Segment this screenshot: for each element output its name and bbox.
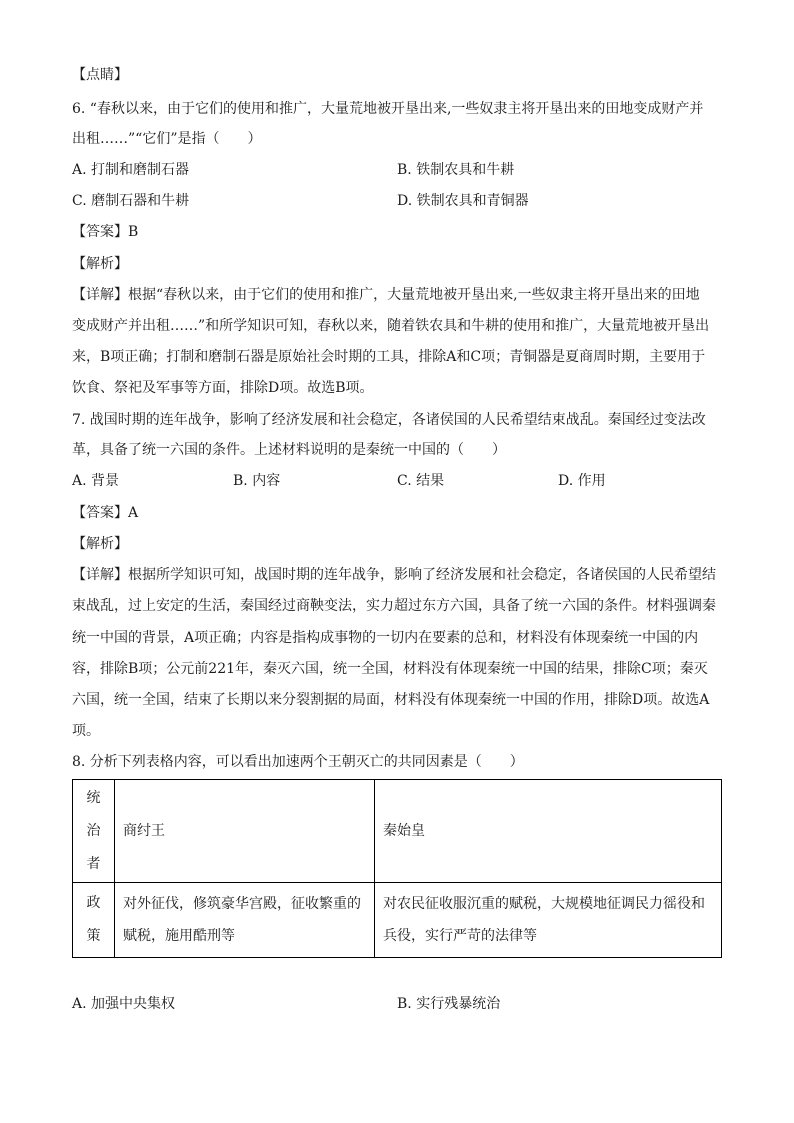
q6-answer: 【答案】B bbox=[72, 224, 139, 240]
q7-detail-line: 项。 bbox=[72, 723, 100, 739]
q7-detail-line: 统一中国的背景，A项正确；内容是指构成事物的一切内在要素的总和，材料没有体现秦统一中国的内 bbox=[72, 630, 699, 646]
ruler-label: 统治者 bbox=[86, 789, 101, 872]
q7-answer: 【答案】A bbox=[72, 505, 139, 521]
ruler-qin-shihuang: 秦始皇 bbox=[383, 823, 425, 839]
dianjing-heading: 【点睛】 bbox=[72, 67, 128, 83]
q7-option-d: D. 作用 bbox=[558, 473, 606, 489]
table-cell bbox=[115, 780, 375, 883]
q6-option-d: D. 铁制农具和青铜器 bbox=[397, 193, 529, 209]
policy-label: 政策 bbox=[86, 895, 101, 944]
policy-qin-shihuang: 对农民征收服沉重的赋税，大规模地征调民力徭役和兵役，实行严苛的法律等 bbox=[383, 896, 705, 944]
q6-analysis-heading: 【解析】 bbox=[72, 256, 128, 272]
q8-option-a: A. 加强中央集权 bbox=[72, 996, 176, 1012]
q8-stem-line1: 8. 分析下列表格内容，可以看出加速两个王朝灭亡的共同因素是（ ） bbox=[72, 754, 524, 770]
q7-option-c: C. 结果 bbox=[397, 473, 445, 489]
table-cell bbox=[115, 883, 375, 958]
q6-detail-line: 【详解】根据“春秋以来，由于它们的使用和推广，大量荒地被开垦出来,一些奴隶主将开垦出来的田地 bbox=[72, 287, 700, 303]
table-header-cell bbox=[73, 780, 115, 883]
q7-detail-line: 六国，统一全国，结束了长期以来分裂割据的局面，材料没有体现秦统一中国的作用，排除D项。故选A bbox=[72, 692, 710, 708]
q7-detail-line: 容，排除B项；公元前221年，秦灭六国，统一全国，材料没有体现秦统一中国的结果，排除C项；秦灭 bbox=[72, 661, 708, 677]
q6-option-c: C. 磨制石器和牛耕 bbox=[72, 193, 190, 209]
ruler-shang-zhou: 商纣王 bbox=[123, 823, 165, 839]
q7-detail-line: 【详解】根据所学知识可知，战国时期的连年战争，影响了经济发展和社会稳定，各诸侯国的人民希望结 bbox=[72, 567, 716, 583]
q7-option-b: B. 内容 bbox=[233, 473, 281, 489]
q6-detail-line: 变成财产并出租……”和所学知识可知，春秋以来，随着铁农具和牛耕的使用和推广，大量荒地被开垦出 bbox=[72, 318, 710, 334]
q6-detail-line: 来，B项正确；打制和磨制石器是原始社会时期的工具，排除A和C项；青铜器是夏商周时期，主要用于 bbox=[72, 349, 706, 365]
q7-option-a: A. 背景 bbox=[72, 473, 120, 489]
q7-stem-line2: 革，具备了统一六国的条件。上述材料说明的是秦统一中国的（ ） bbox=[72, 442, 506, 458]
q6-stem-line2: 出租……”“它们”是指（ ） bbox=[72, 131, 262, 147]
q7-detail-line: 束战乱，过上安定的生活，秦国经过商鞅变法，实力超过东方六国，具备了统一六国的条件。材料强调秦 bbox=[72, 598, 716, 614]
table-header-cell bbox=[73, 883, 115, 958]
table-row bbox=[73, 883, 722, 958]
q6-detail-line: 饮食、祭祀及军事等方面，排除D项。故选B项。 bbox=[72, 380, 374, 396]
q8-option-b: B. 实行残暴统治 bbox=[397, 996, 501, 1012]
table-row bbox=[73, 780, 722, 883]
q7-analysis-heading: 【解析】 bbox=[72, 536, 128, 552]
q6-stem-line1: 6. “春秋以来，由于它们的使用和推广，大量荒地被开垦出来,一些奴隶主将开垦出来的田地变成财产并 bbox=[72, 101, 704, 117]
q6-option-b: B. 铁制农具和牛耕 bbox=[397, 162, 515, 178]
q6-option-a: A. 打制和磨制石器 bbox=[72, 162, 190, 178]
policy-shang-zhou: 对外征伐，修筑豪华宫殿，征收繁重的赋税，施用酷刑等 bbox=[123, 896, 361, 944]
table-cell bbox=[375, 883, 722, 958]
table-cell bbox=[375, 780, 722, 883]
q8-comparison-table bbox=[72, 779, 722, 958]
q7-stem-line1: 7. 战国时期的连年战争，影响了经济发展和社会稳定，各诸侯国的人民希望结束战乱。秦国经过变法改 bbox=[72, 412, 706, 428]
